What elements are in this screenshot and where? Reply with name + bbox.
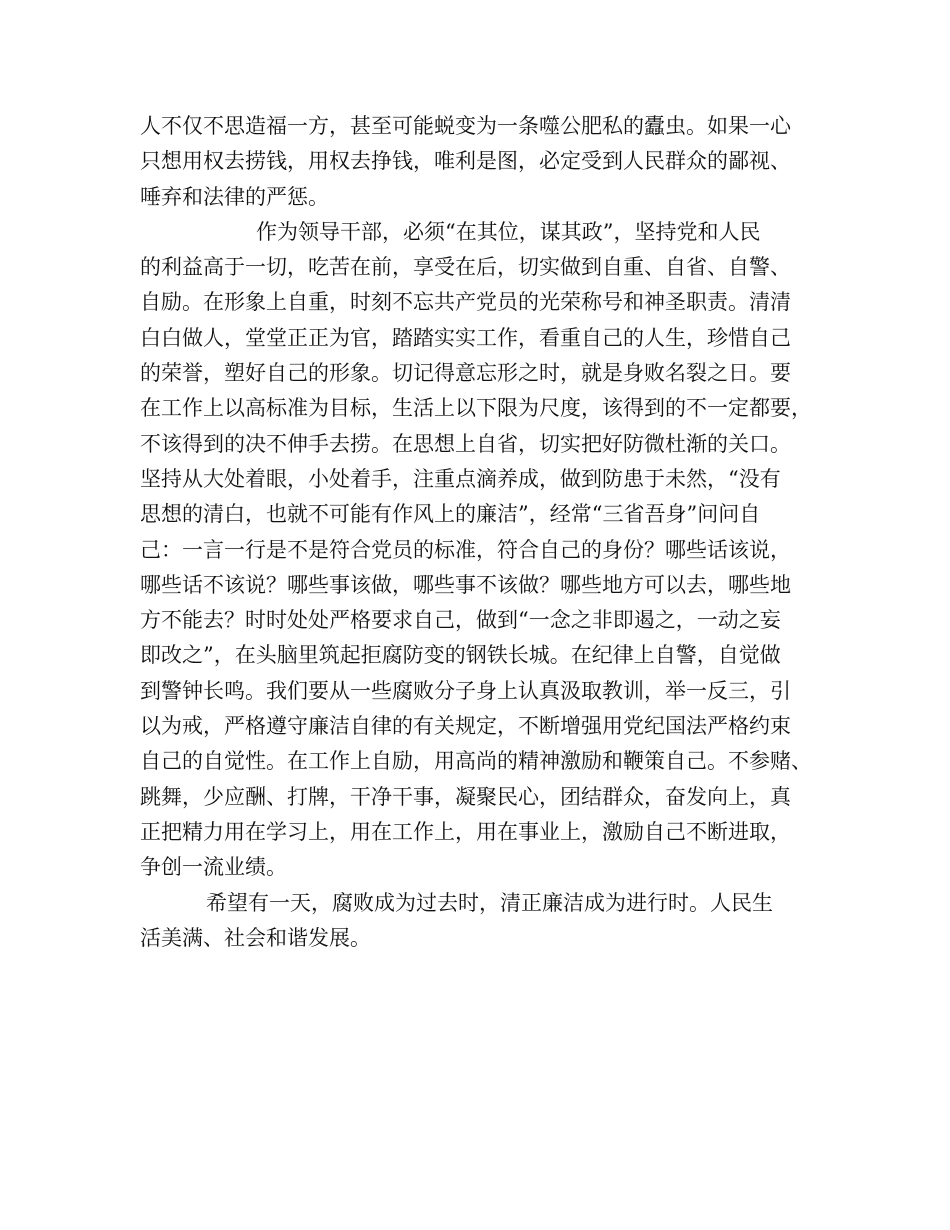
text-line: 的利益高于一切，吃苦在前，享受在后，切实做到自重、自省、自警、	[140, 255, 791, 280]
text-line: 方不能去？时时处处严格要求自己，做到“一念之非即遏之，一动之妄	[140, 608, 781, 633]
text-line: 自励。在形象上自重，时刻不忘共产党员的光荣称号和神圣职责。清清	[140, 290, 791, 315]
text-line: 即改之”，在头脑里筑起拒腐防变的钢铁长城。在纪律上自警，自觉做	[140, 643, 781, 668]
text-line: 以为戒，严格遵守廉洁自律的有关规定，不断增强用党纪国法严格约束	[140, 714, 791, 739]
text-line: 活美满、社会和谐发展。	[140, 925, 371, 950]
text-line: 思想的清白，也就不可能有作风上的廉洁”，经常“三省吾身”问问自	[140, 502, 761, 527]
text-line: 哪些话不该说？哪些事该做，哪些事不该做？哪些地方可以去，哪些地	[140, 572, 791, 597]
text-line: 坚持从大处着眼，小处着手，注重点滴养成，做到防患于未然，“没有	[140, 466, 781, 491]
text-line: 只想用权去捞钱，用权去挣钱，唯利是图，必定受到人民群众的鄙视、	[140, 149, 791, 174]
text-line: 自己的自觉性。在工作上自励，用高尚的精神激励和鞭策自己。不参赌、	[140, 749, 812, 774]
text-line: 到警钟长鸣。我们要从一些腐败分子身上认真汲取教训，举一反三，引	[140, 678, 791, 703]
text-line: 跳舞，少应酬、打牌，干净干事，凝聚民心，团结群众，奋发向上，真	[140, 784, 791, 809]
text-line: 作为领导干部，必须“在其位，谋其政”，坚持党和人民	[256, 219, 761, 244]
text-line: 己：一言一行是不是符合党员的标准，符合自己的身份？哪些话该说，	[140, 537, 791, 562]
text-line: 在工作上以高标准为目标，生活上以下限为尺度，该得到的不一定都要，	[140, 396, 812, 421]
text-line: 不该得到的决不伸手去捞。在思想上自省，切实把好防微杜渐的关口。	[140, 431, 791, 456]
text-line: 希望有一天，腐败成为过去时，清正廉洁成为进行时。人民生	[206, 890, 773, 915]
document-body	[140, 109, 840, 956]
text-line: 的荣誉，塑好自己的形象。切记得意忘形之时，就是身败名裂之日。要	[140, 361, 791, 386]
text-line: 人不仅不思造福一方，甚至可能蜕变为一条噬公肥私的蠹虫。如果一心	[140, 114, 791, 138]
text-line: 白白做人，堂堂正正为官，踏踏实实工作，看重自己的人生，珍惜自己	[140, 325, 791, 350]
text-line: 正把精力用在学习上，用在工作上，用在事业上，激励自己不断进取，	[140, 819, 791, 844]
text-line: 唾弃和法律的严惩。	[140, 184, 329, 209]
text-line: 争创一流业绩。	[140, 855, 287, 880]
